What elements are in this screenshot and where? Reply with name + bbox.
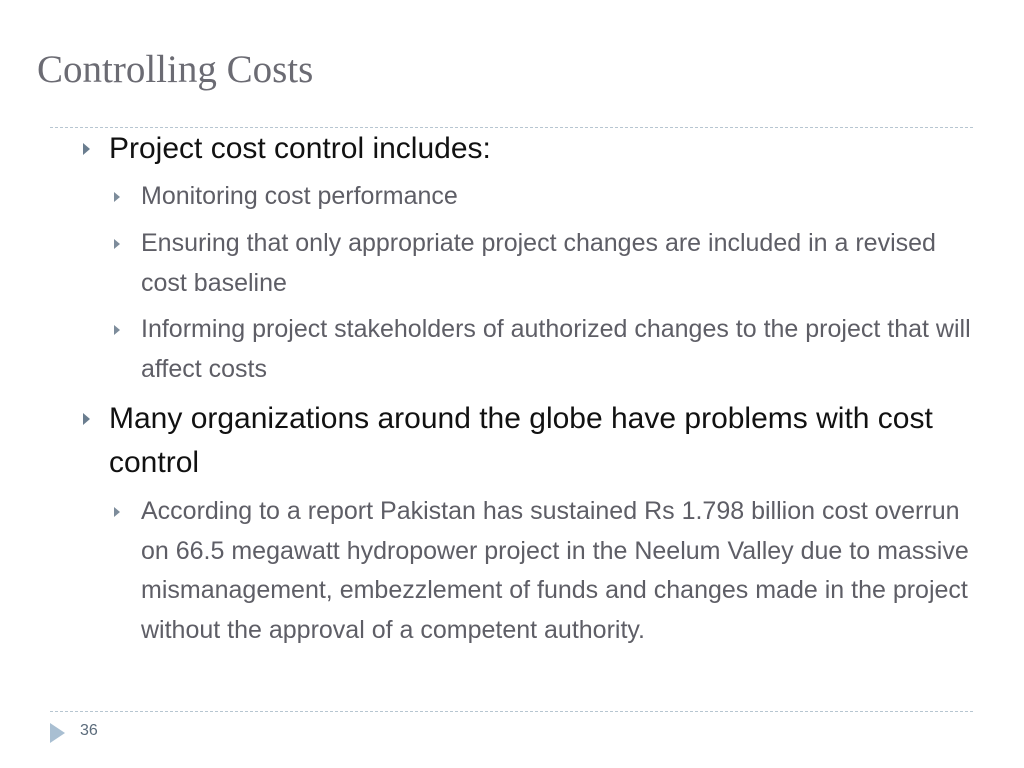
footer-triangle-icon xyxy=(50,723,65,743)
bullet-arrow-icon xyxy=(83,413,90,425)
bullet-text: Ensuring that only appropriate project changes are included in a revised cost baseline xyxy=(141,229,936,297)
bullet-text: Many organizations around the globe have problems with cost control xyxy=(109,402,933,479)
footer-divider xyxy=(50,711,973,712)
bullet-arrow-icon xyxy=(114,192,120,202)
bullet-arrow-icon xyxy=(114,239,120,249)
bullet-text: Monitoring cost performance xyxy=(141,182,458,210)
bullet-arrow-icon xyxy=(114,325,120,335)
bullet-arrow-icon xyxy=(114,507,120,517)
bullet-text: Project cost control includes: xyxy=(109,132,491,165)
bullet-text: According to a report Pakistan has sustained Rs 1.798 billion cost overrun on 66.5 megawatt hydropower project in the Neelum Valley due to massive mismanagement, embezzlement of funds and changes made in the project without the approval of a competent authority. xyxy=(141,497,969,644)
bullet-arrow-icon xyxy=(83,143,90,155)
page-number: 36 xyxy=(80,722,98,739)
slide-title: Controlling Costs xyxy=(37,48,314,91)
bullet-text: Informing project stakeholders of authorized changes to the project that will affect costs xyxy=(141,315,971,383)
